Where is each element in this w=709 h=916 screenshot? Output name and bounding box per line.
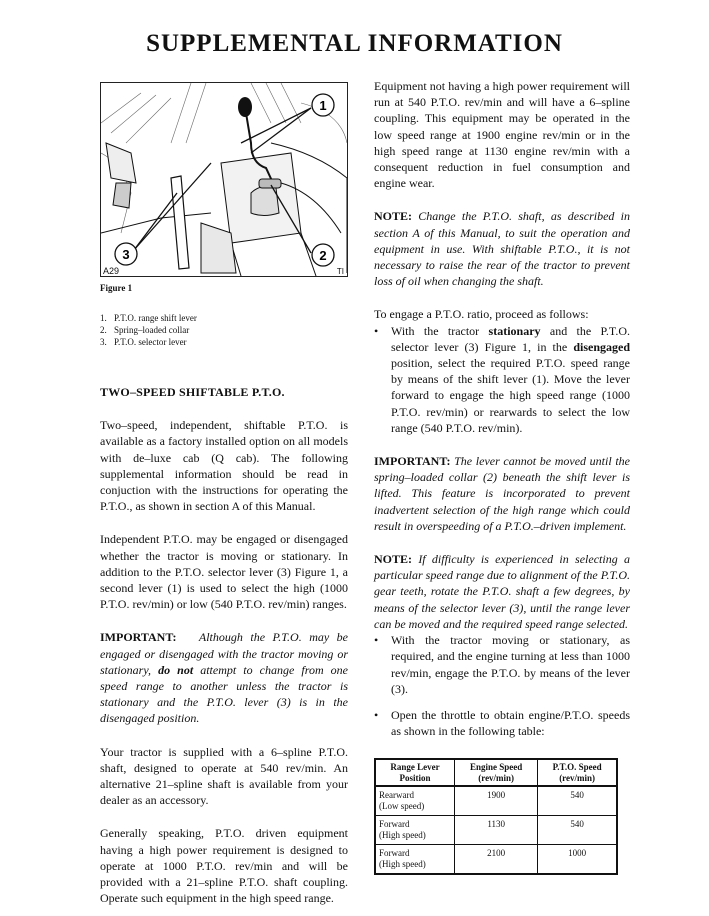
callout-2: 2 <box>319 248 327 263</box>
callout-1: 1 <box>319 98 327 113</box>
paragraph-low-power: Equipment not having a high power requirement will run at 540 P.T.O. rev/min and will have a 6–spline coupling. This equipment may be operated in the low speed range at 1900 engine rev/min or in the high speed range at 1130 engine rev/min with a consequent reduction in fuel consumption and engine wear. <box>374 79 630 191</box>
cell-engine-speed: 2100 <box>455 845 538 875</box>
cell-position: Forward (High speed) <box>375 816 455 845</box>
pto-lever-illustration <box>101 83 347 276</box>
left-column <box>100 82 348 906</box>
right-column <box>374 78 630 875</box>
page-title: SUPPLEMENTAL INFORMATION <box>146 30 563 57</box>
note-gear-alignment: NOTE: If difficulty is experienced in selecting a particular speed range due to alignment of the P.T.O. gear teeth, rotate the P.T.O. shaft a few degrees, by means of the selector lever (3), until the range lever can be moved and the required speed range selected. <box>374 552 631 631</box>
figure-legend <box>100 312 348 348</box>
paragraph-intro: Two–speed, independent, shiftable P.T.O. is available as a factory installed option on all models with de–luxe cab (Q cab). The following supplemental information should be read in conjuction with the instructions for operating the P.T.O., as shown in section A of this Manual. <box>100 418 348 514</box>
table-row <box>375 845 617 875</box>
paragraph-high-power: Generally speaking, P.T.O. driven equipment having a high power requirement is designed to operate at 1000 P.T.O. rev/min and will be provided with a 21–spline P.T.O. shaft coupling. Operate such equipment in the high speed range. <box>100 826 348 906</box>
important-note-right: IMPORTANT: The lever cannot be moved until the spring–loaded collar (2) beneath the shift lever is lifted. This feature is incorporated to prevent inadvertent selection of the high range which could result in overspeeding of a P.T.O.–driven implement. <box>374 454 630 533</box>
step-open-throttle: • Open the throttle to obtain engine/P.T.O. speeds as shown in the following table: <box>374 707 630 739</box>
figure-corner-label: TI <box>336 267 344 276</box>
cell-pto-speed: 540 <box>538 786 617 816</box>
steps-list-1 <box>374 323 630 436</box>
paragraph-engagement: Independent P.T.O. may be engaged or disengaged whether the tractor is moving or stationary. In addition to the P.T.O. selector lever (3) Figure 1, a second lever (1) is used to select the high (1000 P.T.O. rev/min) or low (540 P.T.O. rev/min) ranges. <box>100 532 348 612</box>
table-row <box>375 786 617 816</box>
table-header-row <box>375 759 617 786</box>
cell-engine-speed: 1130 <box>455 816 538 845</box>
speed-table <box>374 758 618 875</box>
legend-item: 3. P.T.O. selector lever <box>100 337 187 348</box>
cell-pto-speed: 540 <box>538 816 617 845</box>
paragraph-engage-intro: To engage a P.T.O. ratio, proceed as follows: <box>374 307 589 322</box>
paragraph-shaft: Your tractor is supplied with a 6–spline P.T.O. shaft, designed to operate at 540 rev/min. An alternative 21–spline shaft is available from your dealer as an accessory. <box>100 744 348 808</box>
table-row <box>375 816 617 845</box>
note-change-shaft: NOTE: Change the P.T.O. shaft, as described in section A of this Manual, to suit the operation and equipment in use. With shiftable P.T.O., it is not necessary to raise the rear of the tractor to prevent loss of oil when changing the shaft. <box>374 209 631 289</box>
cell-position: Forward (High speed) <box>375 845 455 875</box>
steps-list-2 <box>374 632 630 739</box>
callout-3: 3 <box>122 247 130 262</box>
figure-caption: Figure 1 <box>100 283 133 293</box>
cell-position: Rearward (Low speed) <box>375 786 455 816</box>
column-header: Range Lever Position <box>375 759 455 786</box>
column-header: P.T.O. Speed (rev/min) <box>538 759 617 786</box>
legend-item: 1. P.T.O. range shift lever <box>100 313 197 324</box>
step-select-range: • With the tractor stationary and the P.T.O. selector lever (3) Figure 1, in the disengaged position, select the required P.T.O. speed range by means of the shift lever (1). Move the lever forward to engage the high speed range (1000 P.T.O. rev/min) or rearwards to select the low range (540 P.T.O. rev/min). <box>374 323 630 436</box>
figure-id-label: A29 <box>103 266 120 276</box>
cell-pto-speed: 1000 <box>538 845 617 875</box>
section-heading: TWO–SPEED SHIFTABLE P.T.O. <box>100 385 285 400</box>
step-engage-pto: • With the tractor moving or stationary, as required, and the engine turning at less than 1000 rev/min, engage the P.T.O. by means of the lever (3). <box>374 632 630 697</box>
cell-engine-speed: 1900 <box>455 786 538 816</box>
column-header: Engine Speed (rev/min) <box>455 759 538 786</box>
legend-item: 2. Spring–loaded collar <box>100 325 190 336</box>
important-note-left: IMPORTANT: Although the P.T.O. may be engaged or disengaged with the tractor moving or stationary, do not attempt to change from one speed range to another unless the tractor is stationary and the P.T.O. lever (3) is in the disengaged position. <box>100 630 348 726</box>
figure-1 <box>100 82 348 277</box>
